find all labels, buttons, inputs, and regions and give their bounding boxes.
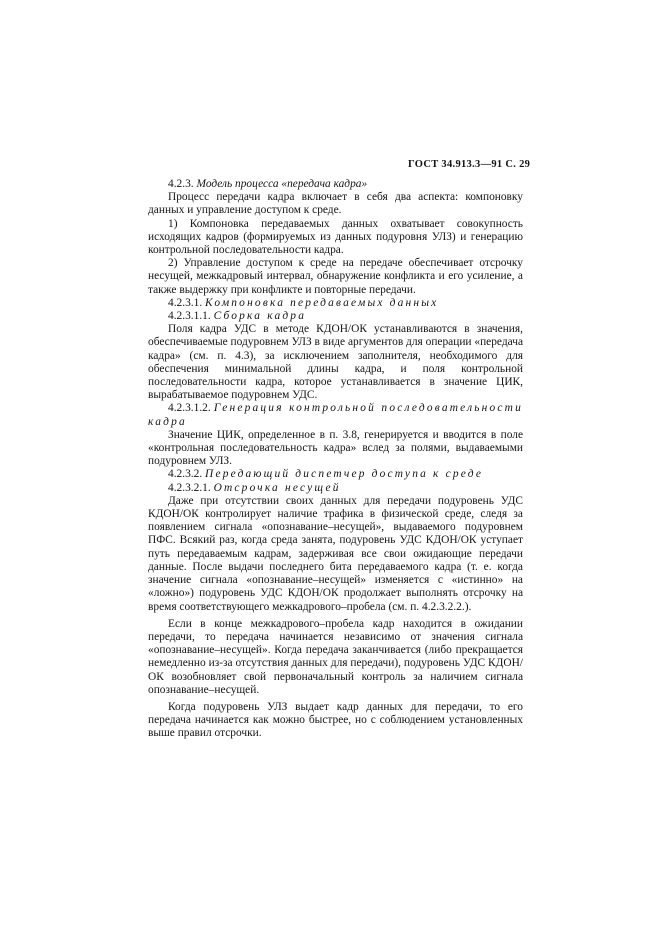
paragraph: Когда подуровень УЛЗ выдает кадр данных для передачи, то его передача начинается как можно быстрее, но с соблюдением установленных выше правил отсрочки.	[148, 700, 523, 740]
section-title: Компоновка передаваемых данных	[205, 296, 439, 309]
section-title: Модель процесса «передача кадра»	[196, 178, 368, 190]
section-heading-4-2-3	[148, 178, 523, 191]
section-heading-4-2-3-2-1	[148, 482, 523, 495]
list-item-1: 1) Компоновка передаваемых данных охватывает совокупность исходящих кадров (формируемых из данных подуровня УЛЗ) и генерацию контрольной последовательности кадра.	[148, 217, 523, 257]
section-heading-4-2-3-2	[148, 468, 523, 481]
section-number: 4.2.3.	[168, 178, 194, 190]
section-title: Отсрочка несущей	[213, 481, 341, 494]
section-title: Передающий диспетчер доступа к среде	[205, 468, 484, 481]
page-header: ГОСТ 34.913.3—91 С. 29	[408, 159, 531, 170]
section-number: 4.2.3.1.2.	[168, 402, 211, 415]
section-heading-4-2-3-1-2	[148, 402, 523, 428]
list-item-2: 2) Управление доступом к среде на передаче обеспечивает отсрочку несущей, межкадровый интервал, обнаружение конфликта и его усиление, а также выдержку при конфликте и повторные передачи.	[148, 257, 523, 296]
section-heading-4-2-3-1	[148, 297, 523, 310]
section-number: 4.2.3.2.	[168, 468, 203, 481]
section-heading-4-2-3-1-1	[148, 310, 523, 323]
page-content	[148, 178, 523, 741]
section-title: Сборка кадра	[213, 310, 307, 323]
paragraph: Если в конце межкадрового–пробела кадр находится в ожидании передачи, то передача начинается независимо от значения сигнала «опознавание–несущей». Когда передача заканчивается (либо прекращается немедленно из-за отсутствия данных для передачи), подуровень УДС КДОН/ОК возобновляет свой первоначальный контроль за наличием сигнала опознавание–несущей.	[148, 617, 523, 696]
section-number: 4.2.3.2.1.	[168, 481, 211, 494]
paragraph: Даже при отсутствии своих данных для передачи подуровень УДС КДОН/ОК контролирует наличие трафика в физической среде, следя за появлением сигнала «опознавание–несущей», выдаваемого подуровнем ПФС. Всякий раз, когда среда занята, подуровень УДС КДОН/ОК уступает путь передаваемым кадрам, задерживая все свои ожидающие передачи данные. После выдачи последнего бита передаваемого кадра (т. е. когда значение сигнала «опознавание–несущей» изменяется с «истинно» на «ложно») подуровень УДС КДОН/ОК продолжает выполнять отсрочку на время соответствующего межкадрового–пробела (см. п. 4.2.3.2.2.).	[148, 494, 523, 613]
section-number: 4.2.3.1.	[168, 296, 203, 309]
paragraph: Поля кадра УДС в методе КДОН/ОК устанавливаются в значения, обеспечиваемые подуровнем УЛЗ в виде аргументов для операции «передача кадра» (см. п. 4.3), за исключением заполнителя, необходимого для обеспечения минимальной длины кадра, и поля контрольной последовательности кадра, которое устанавливается в значение ЦИК, вырабатываемое подуровнем УДС.	[148, 323, 523, 402]
paragraph: Процесс передачи кадра включает в себя два аспекта: компоновку данных и управление доступом к среде.	[148, 191, 523, 217]
section-title: Генерация контрольной последовательности кадра	[148, 402, 523, 428]
section-number: 4.2.3.1.1.	[168, 310, 211, 323]
paragraph: Значение ЦИК, определенное в п. 3.8, генерируется и вводится в поле «контрольная последовательность кадра» вслед за полями, выдаваемыми подуровнем УЛЗ.	[148, 428, 523, 468]
